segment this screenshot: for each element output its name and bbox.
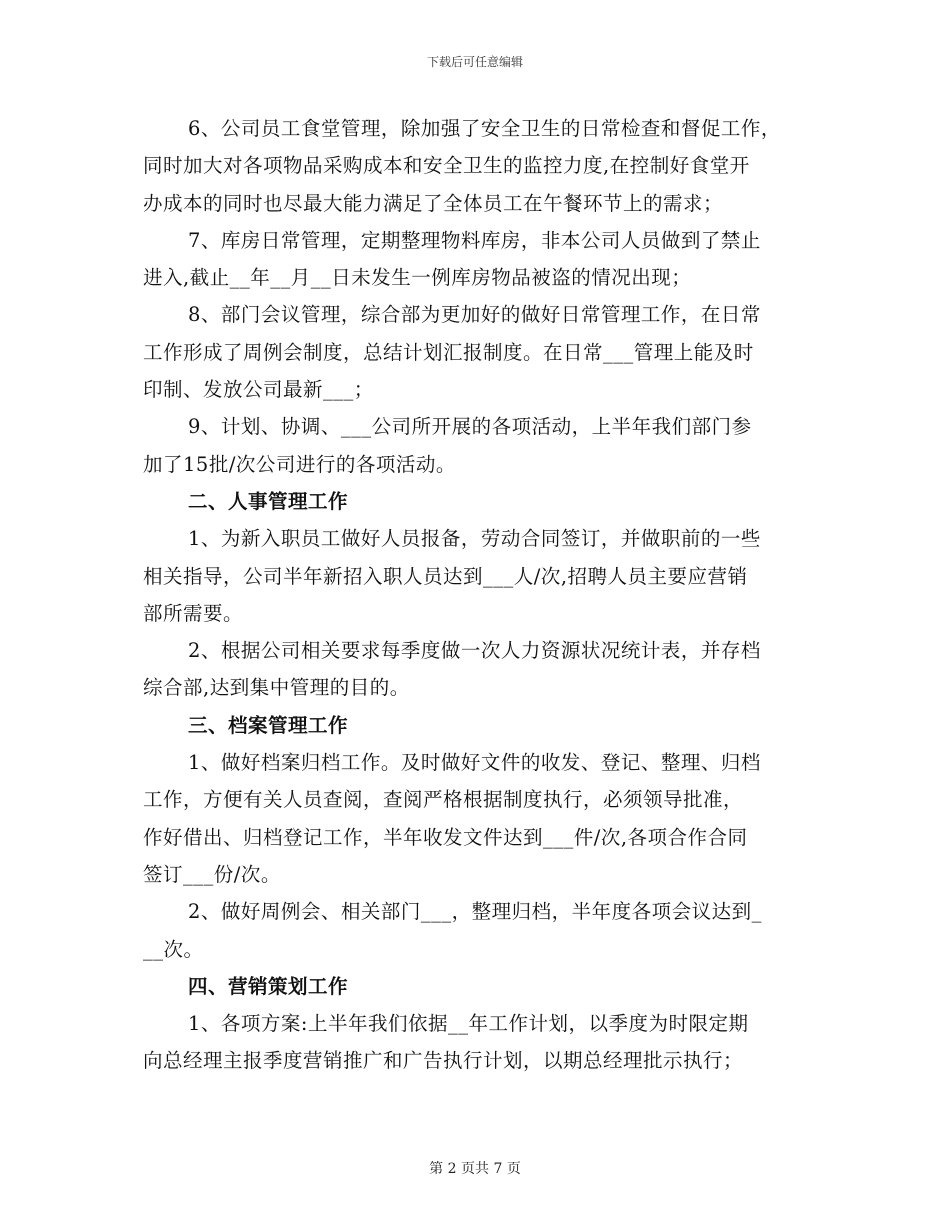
text-line: 7、库房日常管理，定期整理物料库房，非本公司人员做到了禁止	[188, 228, 761, 252]
text-line: 加了15批/次公司进行的各项活动。	[143, 452, 456, 476]
text-line: 6、公司员工食堂管理，除加强了安全卫生的日常检查和督促工作，	[188, 117, 781, 140]
text-line: 同时加大对各项物品采购成本和安全卫生的监控力度,在控制好食堂开	[143, 154, 750, 178]
footer-mid: 页共	[461, 1161, 489, 1177]
section-heading: 四、营销策划工作	[188, 974, 349, 998]
text-line: 综合部,达到集中管理的目的。	[143, 676, 410, 700]
text-line: 1、各项方案:上半年我们依据__年工作计划，以季度为时限定期	[188, 1012, 749, 1036]
text-line: 相关指导，公司半年新招入职人员达到___人/次,招聘人员主要应营销	[143, 564, 748, 588]
page-footer	[0, 1158, 950, 1178]
text-line: 签订___份/次。	[143, 862, 281, 886]
footer-current-page: 2	[447, 1161, 457, 1177]
text-line: 进入,截止__年__月__日未发生一例库房物品被盗的情况出现；	[143, 266, 692, 290]
text-line: 办成本的同时也尽最大能力满足了全体员工在午餐环节上的需求；	[143, 191, 724, 215]
text-line: 向总经理主报季度营销推广和广告执行计划，以期总经理批示执行；	[143, 1049, 744, 1073]
footer-suffix: 页	[506, 1161, 521, 1177]
text-line: 工作，方便有关人员查阅，查阅严格根据制度执行，必须领导批准，	[143, 788, 744, 812]
text-line: 部所需要。	[143, 601, 244, 625]
text-line: 8、部门会议管理，综合部为更加好的做好日常管理工作，在日常	[188, 303, 761, 327]
text-line: 印制、发放公司最新___；	[143, 378, 374, 402]
text-line: __次。	[143, 937, 204, 961]
text-line: 作好借出、归档登记工作，半年收发文件达到___件/次,各项合作合同	[143, 825, 748, 849]
text-line: 1、做好档案归档工作。及时做好文件的收发、登记、整理、归档	[188, 751, 761, 775]
text-line: 2、根据公司相关要求每季度做一次人力资源状况统计表，并存档	[188, 639, 761, 663]
section-heading: 二、人事管理工作	[188, 489, 349, 513]
text-line: 1、为新入职员工做好人员报备，劳动合同签订，并做职前的一些	[188, 527, 761, 551]
footer-total-pages: 7	[493, 1161, 503, 1177]
section-heading: 三、档案管理工作	[188, 713, 349, 737]
document-body	[143, 110, 813, 1080]
footer-prefix: 第	[429, 1161, 444, 1177]
page-header: 下载后可任意编辑	[426, 55, 523, 69]
text-line: 工作形成了周例会制度，总结计划汇报制度。在日常___管理上能及时	[143, 340, 754, 364]
text-line: 2、做好周例会、相关部门___，整理归档，半年度各项会议达到_	[188, 900, 762, 924]
text-line: 9、计划、协调、___公司所开展的各项活动，上半年我们部门参	[188, 415, 752, 439]
